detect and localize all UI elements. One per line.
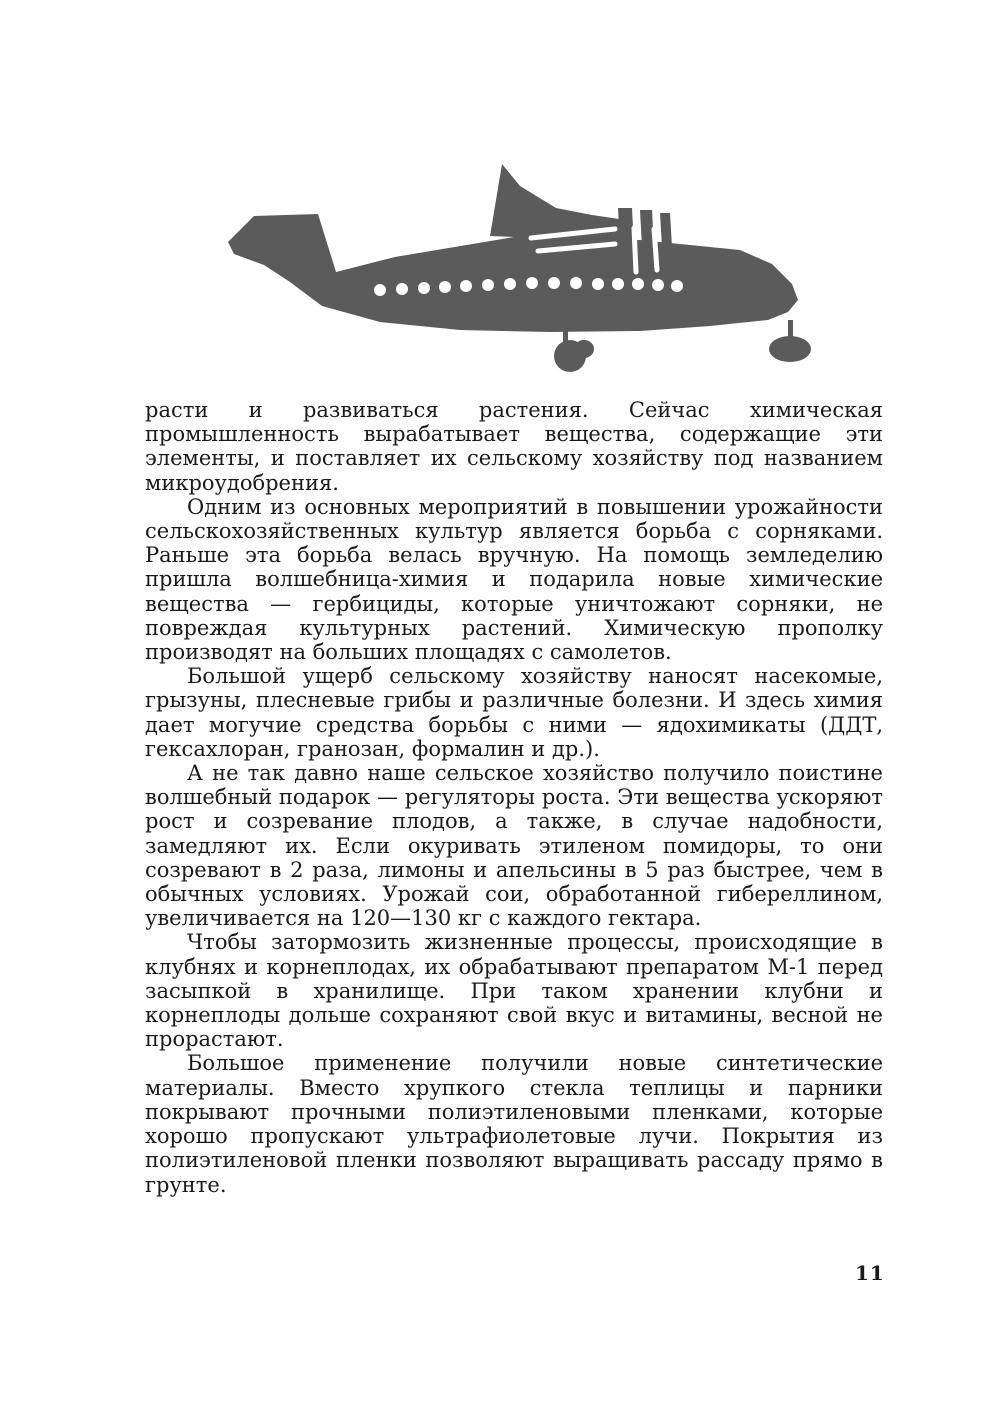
paragraph-5: Чтобы затормозить жизненные процессы, происходящие в клубнях и корнеплодах, их обрабатывают препаратом М-1 перед засыпкой в хранилище. При таком хранении клубни и корнеплоды дольше сохраняют свой вкус и витамины, весной не прорастают. — [145, 930, 883, 1052]
paragraph-6: Большое применение получили новые синтетические материалы. Вместо хрупкого стекла теплицы и парники покрывают прочными полиэтиленовыми пленками, которые хорошо пропускают ультрафиолетовые лучи. Покрытия из полиэтиленовой пленки позволяют выращивать рассаду прямо в грунте. — [145, 1051, 883, 1197]
paragraph-3: Большой ущерб сельскому хозяйству наносят насекомые, грызуны, плесневые грибы и различные болезни. И здесь химия дает могучие средства борьбы с ними — ядохимикаты (ДДТ, гексахлоран, гранозан, формалин и др.). — [145, 664, 883, 761]
paragraph-4: А не так давно наше сельское хозяйство получило поистине волшебный подарок — регуляторы роста. Эти вещества ускоряют рост и созревание плодов, а также, в случае надобности, замедляют их. Если окуривать этиленом помидоры, то они созревают в 2 раза, лимоны и апельсины в 5 раз быстрее, чем в обычных условиях. Урожай сои, обработанной гибереллином, увеличивается на 120—130 кг с каждого гектара. — [145, 761, 883, 931]
paragraph-1: расти и развиваться растения. Сейчас химическая промышленность вырабатывает вещества, содержащие эти элементы, и поставляет их сельскому хозяйству под названием микроудобрения. — [145, 398, 883, 495]
airplane-silhouette-icon — [220, 150, 820, 390]
airplane-illustration — [220, 150, 820, 390]
paragraph-2: Одним из основных мероприятий в повышении урожайности сельскохозяйственных культур является борьба с сорняками. Раньше эта борьба велась вручную. На помощь земледелию пришла волшебница-химия и подарила новые химические вещества — гербициды, которые уничтожают сорняки, не повреждая культурных растений. Химическую прополку производят на больших площадях с самолетов. — [145, 494, 883, 665]
body-text — [145, 398, 883, 1197]
airplane-body — [228, 164, 811, 372]
page-number: 11 — [855, 1261, 885, 1285]
